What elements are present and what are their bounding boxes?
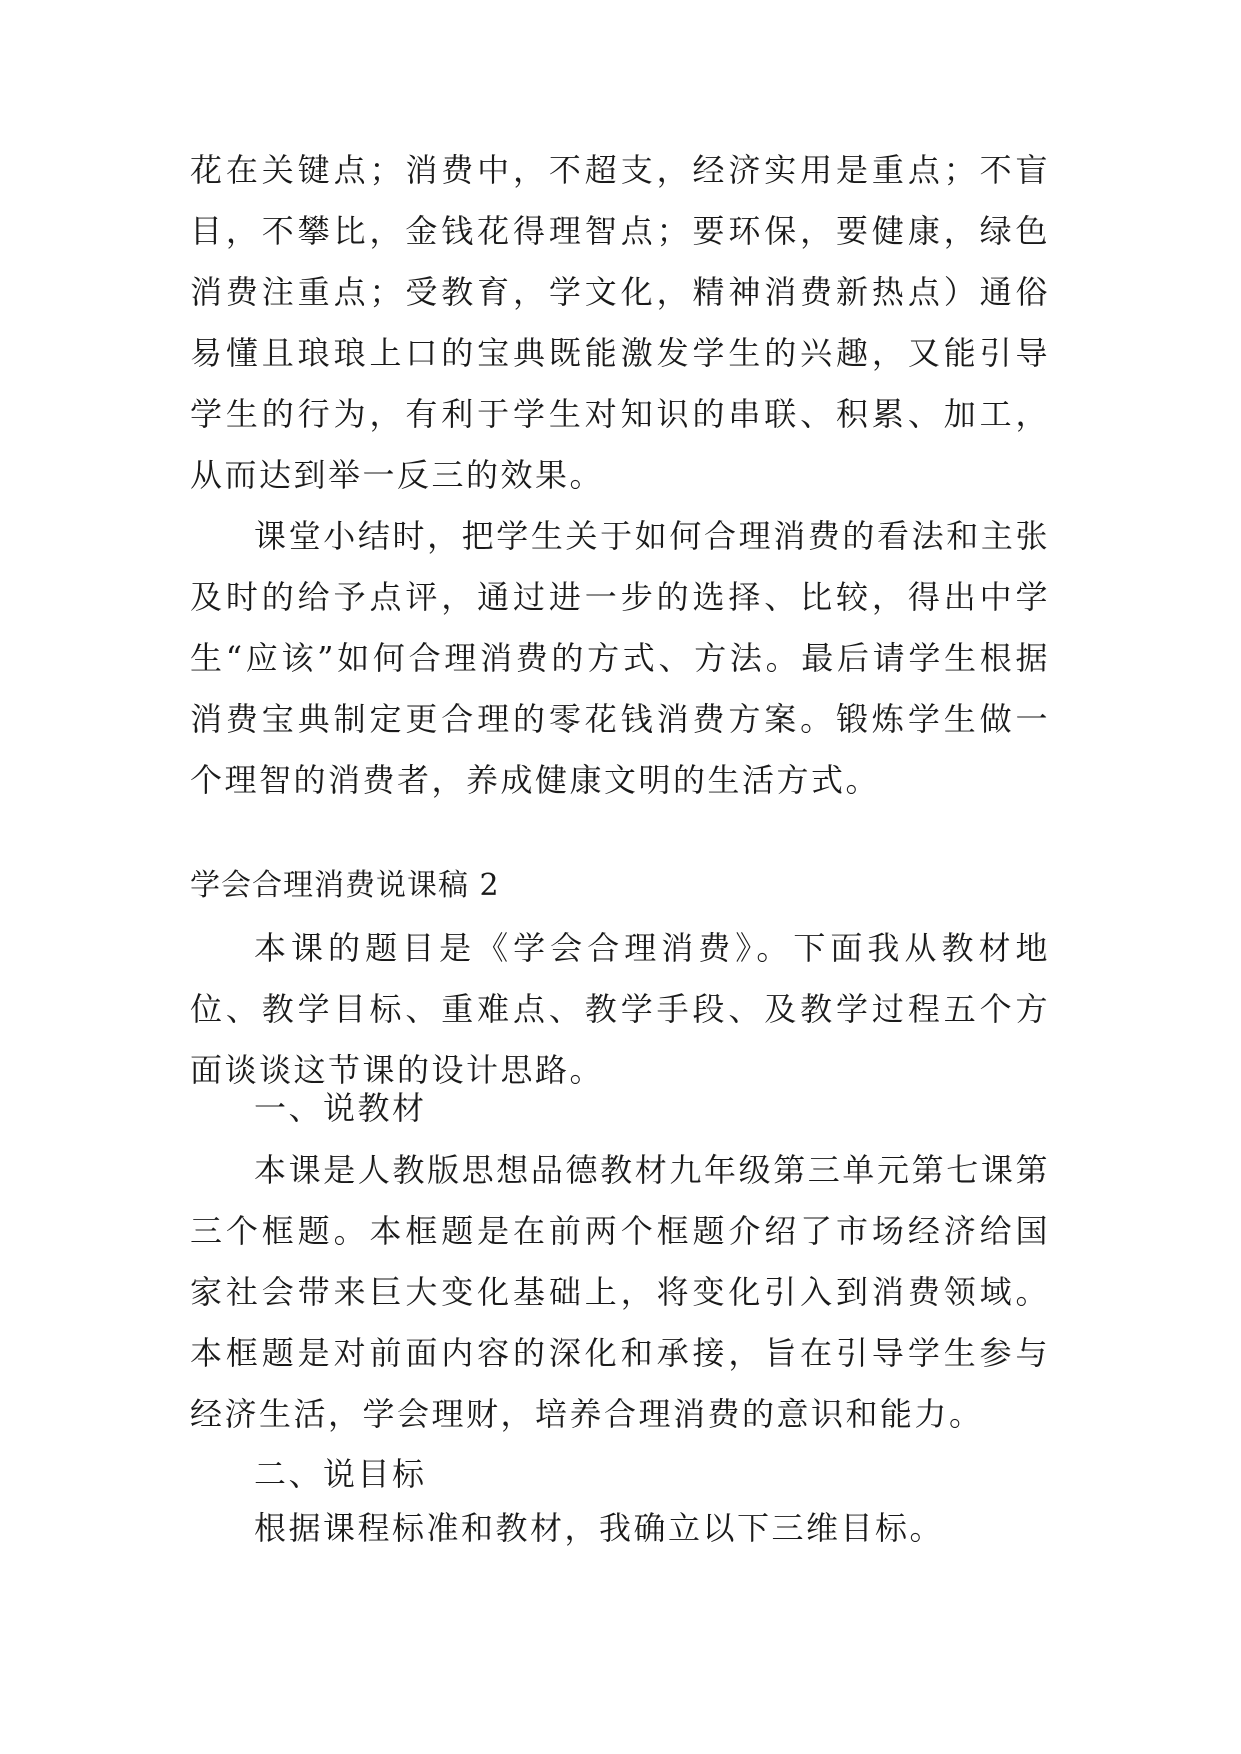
paragraph-goals: 根据课程标准和教材，我确立以下三维目标。	[254, 1509, 945, 1547]
subheading-goals: 二、说目标	[254, 1455, 427, 1493]
subheading-textbook: 一、说教材	[254, 1089, 427, 1127]
paragraph-textbook: 本课是人教版思想品德教材九年级第三单元第七课第三个框题。本框题是在前两个框题介绍了市场经济给国家社会带来巨大变化基础上，将变化引入到消费领域。本框题是对前面内容的深化和承接，旨在引导学生参与经济生活，学会理财，培养合理消费的意识和能力。	[190, 1151, 1050, 1433]
paragraph-class-summary: 课堂小结时，把学生关于如何合理消费的看法和主张及时的给予点评，通过进一步的选择、比较，得出中学生“应该”如何合理消费的方式、方法。最后请学生根据消费宝典制定更合理的零花钱消费方案。锻炼学生做一个理智的消费者，养成健康文明的生活方式。	[190, 517, 1050, 799]
section-heading: 学会合理消费说课稿 2	[190, 868, 500, 903]
paragraph-consumption-tips: 花在关键点；消费中，不超支，经济实用是重点；不盲目，不攀比，金钱花得理智点；要环保，要健康，绿色消费注重点；受教育，学文化，精神消费新热点）通俗易懂且琅琅上口的宝典既能激发学生的兴趣，又能引导学生的行为，有利于学生对知识的串联、积累、加工，从而达到举一反三的效果。	[190, 151, 1050, 494]
paragraph-intro: 本课的题目是《学会合理消费》。下面我从教材地位、教学目标、重难点、教学手段、及教学过程五个方面谈谈这节课的设计思路。	[190, 929, 1050, 1089]
